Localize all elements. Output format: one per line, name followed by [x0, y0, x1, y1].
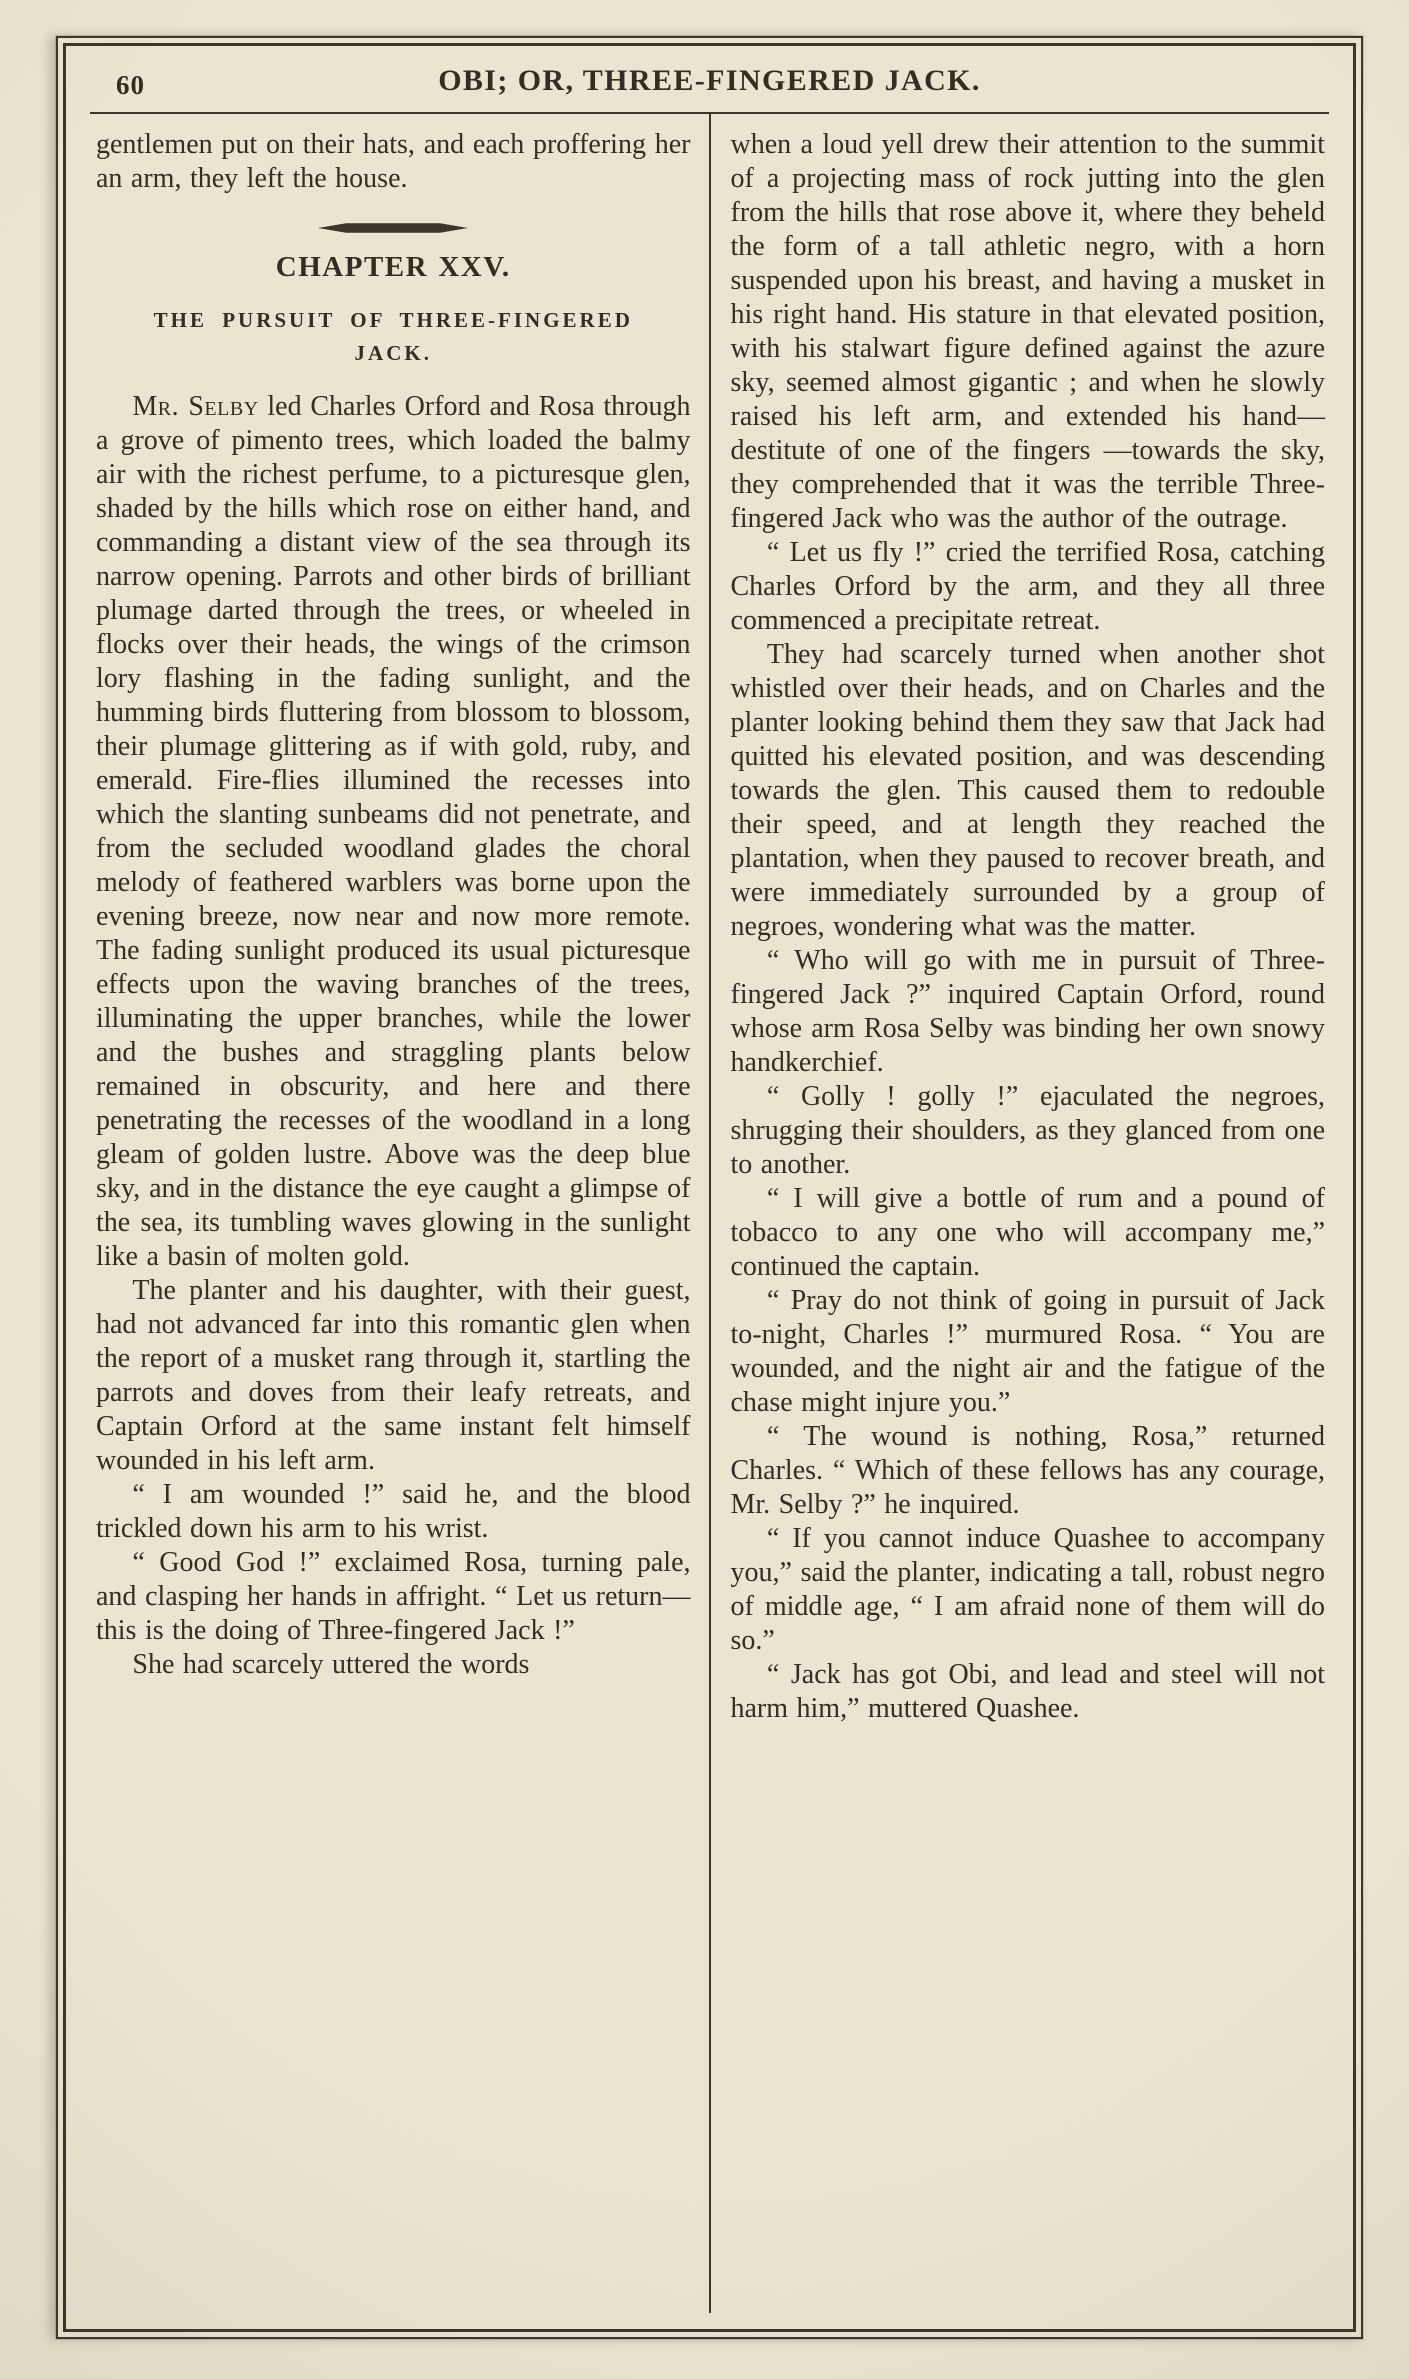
paragraph: “ I will give a bottle of rum and a pound of tobacco to any one who will accompany me,” continued the captain.	[730, 1183, 1325, 1282]
right-column-paragraphs	[731, 128, 1326, 1726]
left-column-paragraphs	[96, 390, 691, 1682]
paragraph: “ I am wounded !” said he, and the blood trickled down his arm to his wrist.	[96, 1479, 691, 1544]
paragraph: “ Jack has got Obi, and lead and steel will not harm him,” muttered Quashee.	[730, 1659, 1325, 1724]
right-column	[711, 122, 1330, 2313]
chapter-subtitle-line1: THE PURSUIT OF THREE-FINGERED	[153, 308, 633, 332]
paragraph: They had scarcely turned when another shot whistled over their heads, and on Charles and the planter looking behind them they saw that Jack had quitted his elevated position, and was descending towards the glen. This caused them to redouble their speed, and at length they reached the plantation, when they paused to recover breath, and were immediately surrounded by a group of negroes, wondering what was the matter.	[730, 639, 1325, 942]
chapter-heading: CHAPTER XXV.	[275, 251, 511, 283]
paragraph: Mr. Selby led Charles Orford and Rosa through a grove of pimento trees, which loaded the balmy air with the richest perfume, to a picturesque glen, shaded by the hills which rose on either hand, and commanding a distant view of the sea through its narrow opening. Parrots and other birds of brilliant plumage darted through the trees, or wheeled in flocks over their heads, the wings of the crimson lory flashing in the fading sunlight, and the humming birds fluttering from blossom to blossom, their plumage glittering as if with gold, ruby, and emerald. Fire-flies illumined the recesses into which the slanting sunbeams did not penetrate, and from the secluded woodland glades the choral melody of feathered warblers was borne upon the evening breeze, now near and now more remote. The fading sunlight produced its usual picturesque effects upon the waving branches of the trees, illuminating the upper branches, while the lower and the bushes and straggling plants below remained in obscurity, and here and there penetrating the recesses of the woodland in a long gleam of golden lustre. Above was the deep blue sky, and in the distance the eye caught a glimpse of the sea, its tumbling waves glowing in the sunlight like a basin of molten gold.	[96, 391, 691, 1272]
swelled-rule-icon	[318, 222, 468, 234]
paragraph: gentlemen put on their hats, and each proffering her an arm, they left the house.	[96, 129, 691, 194]
section-divider-ornament	[96, 222, 691, 234]
chapter-subtitle	[96, 304, 691, 370]
page-title: OBI; OR, THREE-FINGERED JACK.	[438, 64, 981, 97]
page-number: 60	[116, 70, 145, 100]
two-column-text-block	[90, 114, 1329, 2313]
paragraph: “ Let us fly !” cried the terrified Rosa, catching Charles Orford by the arm, and they all three commenced a precipitate retreat.	[730, 537, 1325, 636]
paragraph-lead: Mr. Selby	[132, 391, 259, 422]
chapter-subtitle-line2: JACK.	[354, 341, 432, 365]
paragraph: “ Good God !” exclaimed Rosa, turning pale, and clasping her hands in affright. “ Let us return—this is the doing of Three-fingered Jack !”	[96, 1547, 691, 1646]
paragraph: The planter and his daughter, with their guest, had not advanced far into this romantic glen when the report of a musket rang through it, startling the parrots and doves from their leafy retreats, and Captain Orford at the same instant felt himself wounded in his left arm.	[96, 1275, 691, 1476]
paragraph: when a loud yell drew their attention to the summit of a projecting mass of rock jutting into the glen from the hills that rose above it, where they beheld the form of a tall athletic negro, with a horn suspended upon his breast, and having a musket in his right hand. His stature in that elevated position, with his stalwart figure defined against the azure sky, seemed almost gigantic ; and when he slowly raised his left arm, and extended his hand—destitute of one of the fingers —towards the sky, they comprehended that it was the terrible Three-fingered Jack who was the author of the outrage.	[730, 129, 1325, 534]
paragraph: “ If you cannot induce Quashee to accompany you,” said the planter, indicating a tall, robust negro of middle age, “ I am afraid none of them will do so.”	[730, 1523, 1325, 1656]
paragraph: “ The wound is nothing, Rosa,” returned Charles. “ Which of these fellows has any courage, Mr. Selby ?” he inquired.	[730, 1421, 1325, 1520]
left-column	[90, 122, 709, 2313]
paragraph: She had scarcely uttered the words	[132, 1649, 530, 1680]
paragraph: “ Golly ! golly !” ejaculated the negroes, shrugging their shoulders, as they glanced from one to another.	[730, 1081, 1325, 1180]
page-content-area	[63, 43, 1356, 2332]
paragraph: “ Who will go with me in pursuit of Three-fingered Jack ?” inquired Captain Orford, round whose arm Rosa Selby was binding her own snowy handkerchief.	[730, 945, 1325, 1078]
page-border-frame	[56, 36, 1363, 2339]
continuation-paragraphs	[96, 128, 691, 196]
paragraph: “ Pray do not think of going in pursuit of Jack to-night, Charles !” murmured Rosa. “ You are wounded, and the night air and the fatigue of the chase might injure you.”	[730, 1285, 1325, 1418]
running-header	[90, 54, 1329, 114]
